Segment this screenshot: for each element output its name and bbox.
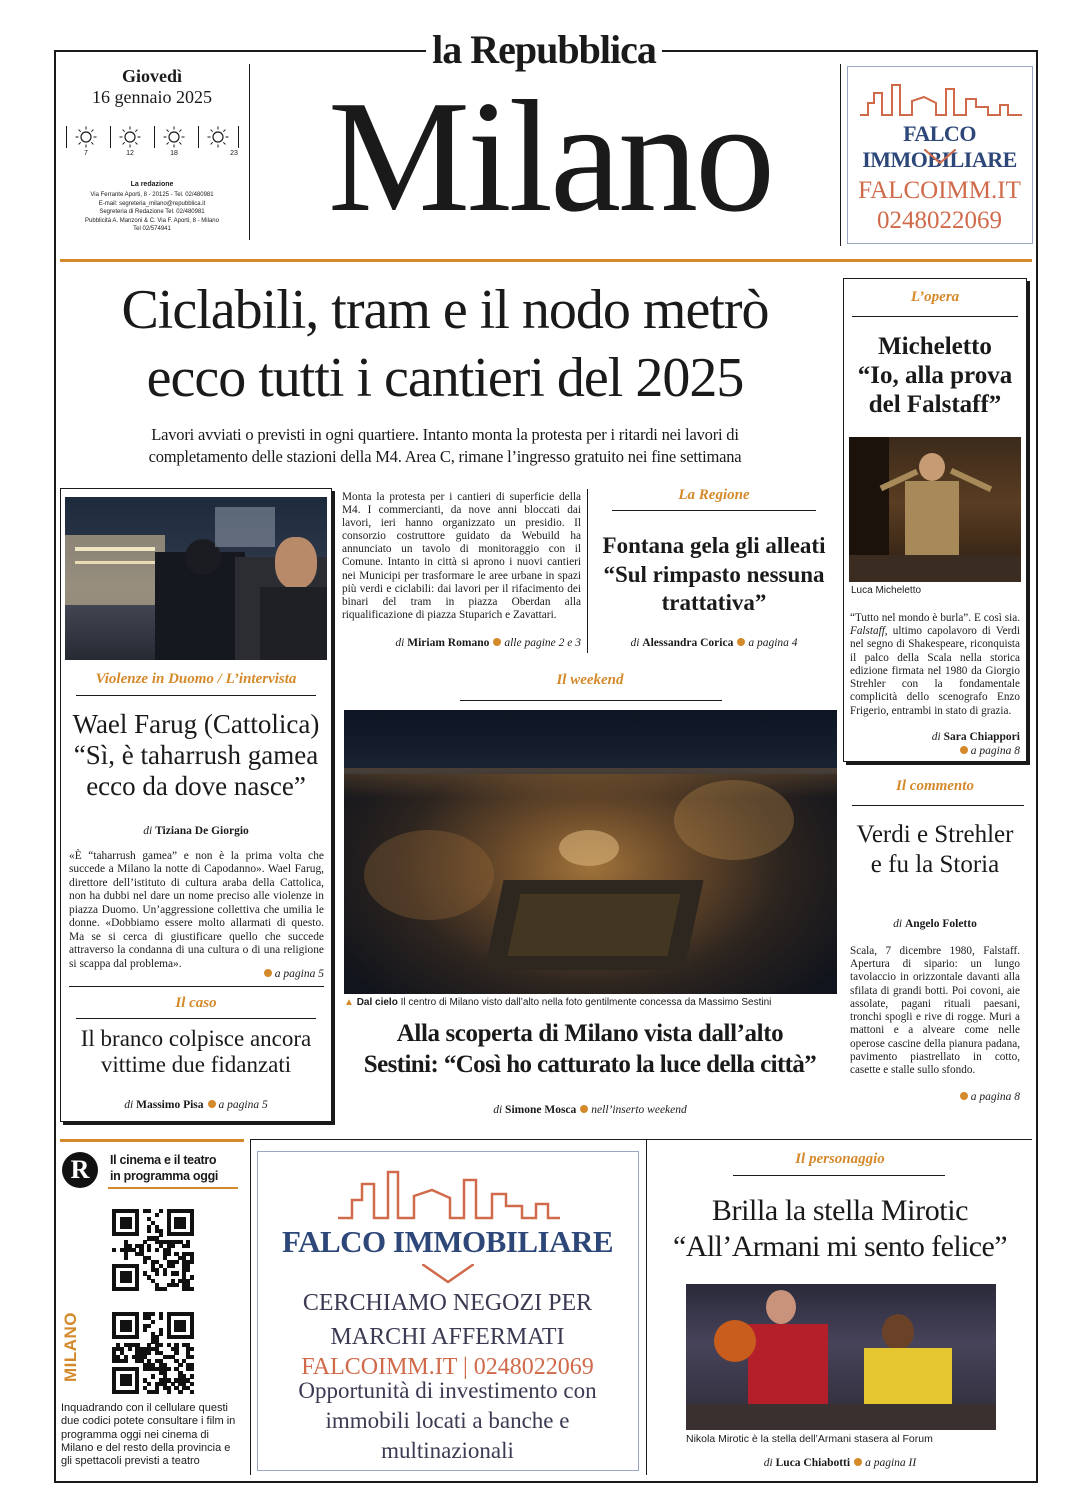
- redazione-line: Via Ferrante Aporti, 8 - 20125 - Tel. 02/480981: [90, 192, 214, 198]
- weather-slot: [152, 122, 196, 162]
- caso-byline: di Massimo Pisa a pagina 5: [124, 1099, 268, 1111]
- opera-body: “Tutto nel mondo è burla”. E così sia. Falstaff, ultimo capolavoro di Verdi nel segno di Shakespeare, riconquista il palco della Scala nella storica edizione firmata nel 1980 da Giorgio Strehler con la fondamentale complicità dello scenografo Enzo Frigerio, entrambi in stato di grazia.: [850, 612, 1020, 717]
- personaggio-kicker: Il personaggio: [795, 1151, 885, 1167]
- sun-icon: [203, 125, 233, 149]
- opera-headline-line-2[interactable]: “Io, alla prova: [857, 362, 1013, 389]
- weekend-headline-line-2[interactable]: Sestini: “Così ho catturato la luce della città”: [363, 1051, 817, 1078]
- duomo-byline: di Tiziana De Giorgio: [143, 825, 249, 837]
- weather-slot: [108, 122, 152, 162]
- commento-page: a pagina 8: [850, 1091, 1020, 1103]
- cinema-title-2: in programma oggi: [110, 1169, 219, 1183]
- ad-top[interactable]: [847, 66, 1033, 244]
- weather-hour: 12: [126, 150, 134, 157]
- opera-headline-line-3[interactable]: del Falstaff”: [868, 391, 1002, 418]
- regione-kicker: La Regione: [678, 487, 750, 503]
- duomo-headline-line-3[interactable]: ecco da dove nasce”: [86, 771, 306, 801]
- personaggio-photo-caption: Nikola Mirotic è la stella dell’Armani stasera al Forum: [686, 1433, 933, 1445]
- caso-headline-line-2[interactable]: vittime due fidanzati: [100, 1052, 292, 1077]
- redazione-line: Tel 02/574941: [133, 226, 171, 233]
- ad-bottom-name: FALCO IMMOBILIARE: [281, 1224, 614, 1259]
- regione-headline[interactable]: Fontana gela gli alleati “Sul rimpasto nessuna trattativa”: [602, 533, 826, 615]
- cinema-body: Inquadrando con il cellulare questi due codici potete consultare i film in programma oggi nei cinema di Milano e del resto della provincia e gli spettacoli previsti a teatro: [61, 1402, 236, 1468]
- mirotic-photo: [686, 1284, 996, 1430]
- main-body: Monta la protesta per i cantieri di superficie della M4. I commercianti, da nove anni bloccati dai lavori, ieri hanno organizzato un presidio. Il consorzio costruttore guidato da Webuild ha annunciato un tavolo di monitoraggio con il Comune. Intanto in città si aprono i nuovi cantieri nei Municipi per trasformare le aree urbane in spazi più verdi e ciclabili: dai lavori per il rifacimento dei binari del tram in piazza Oberdan alla riqualificazione di piazza Stuparich e Zavattari.: [342, 491, 581, 621]
- commento-headline-line-1[interactable]: Verdi e Strehler: [856, 821, 1014, 848]
- caso-kicker: Il caso: [175, 995, 217, 1011]
- ad-bottom-contact: FALCOIMM.IT | 0248022069: [301, 1354, 594, 1380]
- weekend-photo-caption: ▲ Dal cielo Il centro di Milano visto dall’alto nella foto gentilmente concessa da Massimo Sestini: [344, 997, 772, 1008]
- sun-icon: [71, 125, 101, 149]
- duomo-headline-line-2[interactable]: “Sì, è taharrush gamea: [73, 740, 319, 770]
- chevron-down-icon: [924, 149, 956, 165]
- personaggio-byline: di Luca Chiabotti a pagina II: [763, 1457, 917, 1469]
- edition-title: Milano: [327, 67, 773, 245]
- weekend-byline: di Simone Mosca nell’inserto weekend: [493, 1104, 687, 1116]
- weekend-headline-line-1[interactable]: Alla scoperta di Milano vista dall’alto: [396, 1020, 784, 1047]
- weekend-kicker: Il weekend: [556, 672, 624, 688]
- commento-byline: di Angelo Foletto: [893, 918, 977, 930]
- ad-bottom[interactable]: [257, 1151, 639, 1471]
- caso-headline-line-1[interactable]: Il branco colpisce ancora: [80, 1026, 312, 1051]
- ad-bottom-line-5: multinazionali: [381, 1438, 514, 1463]
- ad-top-phone: 0248022069: [877, 207, 1002, 234]
- opera-byline: di Sara Chiappori a pagina 8: [931, 731, 1020, 757]
- weather-slot: [64, 122, 108, 162]
- weather-hour: 23: [230, 150, 238, 157]
- duomo-kicker: Violenze in Duomo / L’intervista: [95, 671, 297, 687]
- weather-hour: 18: [170, 150, 178, 157]
- qr-code-cinema[interactable]: [112, 1209, 194, 1291]
- skyline-logo-icon: [336, 1160, 562, 1220]
- repubblica-r-logo: R: [62, 1152, 98, 1188]
- ad-bottom-line-4: immobili locati a banche e: [325, 1408, 570, 1433]
- sun-icon: [115, 125, 145, 149]
- date-day: Giovedì: [121, 66, 182, 86]
- regione-byline: di Alessandra Corica a pagina 4: [630, 637, 798, 649]
- redazione-line: Segreteria di Redazione Tel. 02/480981: [99, 209, 205, 216]
- ad-bottom-line-2: MARCHI AFFERMATI: [330, 1324, 565, 1350]
- weather-hour: 7: [84, 150, 88, 157]
- chevron-down-icon: [422, 1264, 474, 1284]
- opera-headline-line-1[interactable]: Micheletto: [878, 333, 992, 360]
- redazione-line: E-mail: segreteria_milano@repubblica.it: [98, 200, 206, 207]
- main-headline-line-1[interactable]: Ciclabili, tram e il nodo metrò: [121, 279, 769, 341]
- redazione-line: Pubblicità A. Manzoni & C. Via F. Aporti, 8 - Milano: [85, 217, 219, 224]
- duomo-page: a pagina 5: [69, 968, 324, 980]
- weather-strip: [64, 122, 240, 162]
- skyline-logo-icon: [858, 75, 1024, 117]
- caption-triangle-icon: ▲: [344, 997, 354, 1008]
- opera-kicker: L’opera: [910, 289, 960, 305]
- personaggio-headline-line-1[interactable]: Brilla la stella Mirotic: [711, 1194, 969, 1227]
- main-byline: di Miriam Romano alle pagine 2 e 3: [395, 637, 581, 649]
- ad-bottom-line-1: CERCHIAMO NEGOZI PER: [302, 1290, 593, 1316]
- weather-slot: [196, 122, 240, 162]
- ad-top-site: FALCOIMM.IT: [858, 177, 1021, 204]
- main-headline-line-2[interactable]: ecco tutti i cantieri del 2025: [146, 347, 744, 409]
- ad-bottom-line-3: Opportunità di investimento con: [298, 1378, 597, 1403]
- cinema-title-1: Il cinema e il teatro: [110, 1153, 217, 1167]
- duomo-headline-line-1[interactable]: Wael Farug (Cattolica): [72, 709, 320, 739]
- qr-code-teatro[interactable]: [112, 1312, 194, 1394]
- personaggio-headline-line-2[interactable]: “All’Armani mi sento felice”: [673, 1230, 1007, 1263]
- date-full: 16 gennaio 2025: [92, 87, 212, 107]
- duomo-body: «È “taharrush gamea” e non è la prima volta che succede a Milano la notte di Capodanno». Wael Farug, direttore dell’istituto di cultura araba della Cattolica, non ha dubbi nel dare un nome preciso alle violenze in piazza Duomo. Un’aggressione collettiva che umilia le donne. «Dobbiamo essere molto allarmati di questo. Ma se si cerca di giustificare quello che succede attraverso la condanna di una cultura o di una religione si scappa dal problema».: [69, 850, 324, 970]
- main-summary-line-2: completamento delle stazioni della M4. Area C, rimane l’ingresso gratuito nei fine settimana: [148, 447, 742, 466]
- sun-icon: [159, 125, 189, 149]
- commento-headline-line-2[interactable]: e fu la Storia: [870, 851, 1000, 878]
- micheletto-photo: [849, 437, 1021, 582]
- milano-side-label: MILANO: [61, 1311, 80, 1383]
- main-summary-line-1: Lavori avviati o previsti in ogni quartiere. Intanto monta la protesta per i ritardi nei lavori di: [151, 425, 739, 444]
- duomo-photo: [65, 497, 327, 660]
- commento-body: Scala, 7 dicembre 1980, Falstaff. Apertura di sipario: un lungo tavolaccio in orizzontale davanti alla sfilata di grandi botti. Poi covoni, aie assolate, pagani rituali paesani, tronchi spogli e rive di rogge. Muri a mattoni e a alveare come nelle operose cascine della pianura padana, pavimento piastrellato in cotto, casette e stalle sullo sfondo.: [850, 945, 1020, 1076]
- redazione-title: La redazione: [130, 181, 174, 188]
- commento-kicker: Il commento: [896, 778, 974, 794]
- ad-top-name: FALCO IMMOBILIARE: [862, 121, 1017, 172]
- redazione-info: [64, 191, 240, 234]
- milano-night-photo: [344, 710, 837, 994]
- brand-logo: la Repubblica: [432, 27, 656, 72]
- opera-photo-caption: Luca Micheletto: [851, 585, 922, 596]
